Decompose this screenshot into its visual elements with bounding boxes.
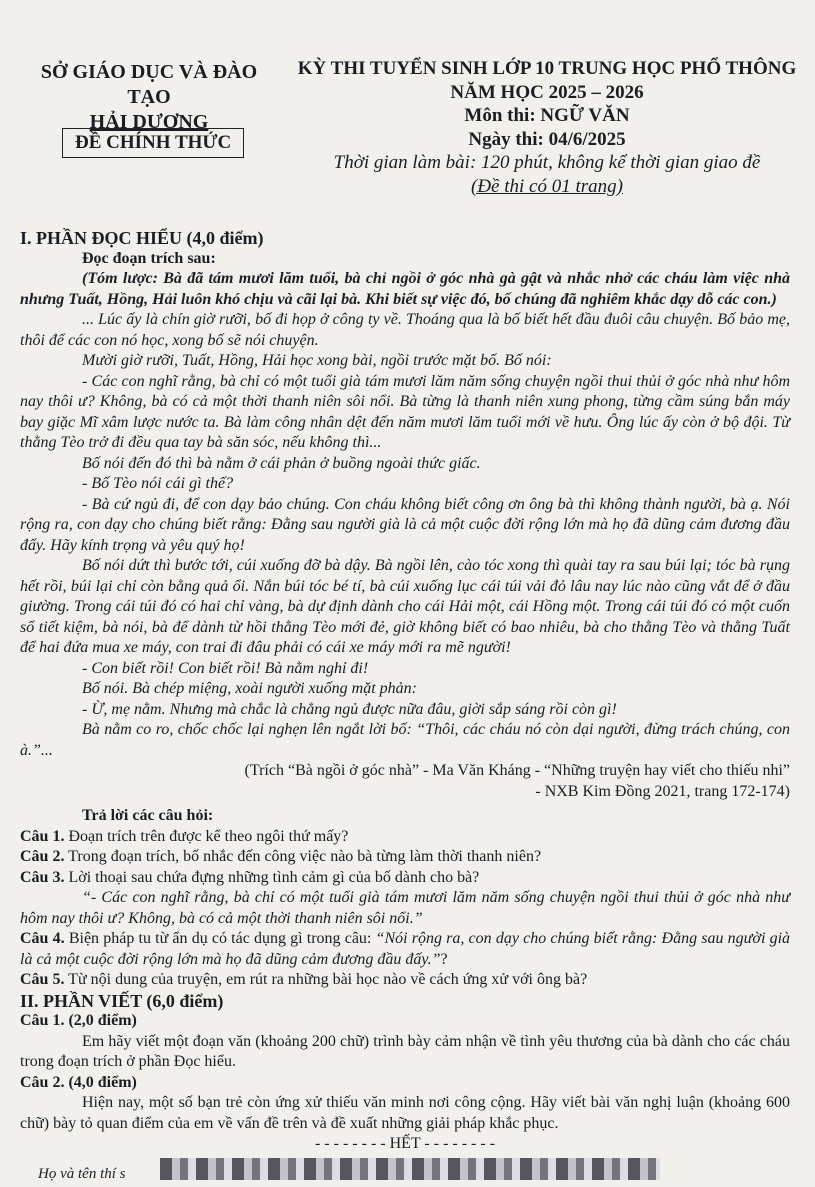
- story-paragraph: - Bà cứ ngủ đi, để con dạy bảo chúng. Con cháu không biết công ơn ông bà thì không thành người, bà ạ. Nói rộng ra, con dạy cho chúng biết rằng: Đằng sau người già là cả một cuộc đời rộng lớn mà họ đã dũng cảm đương đầu đấy. Hãy kính trọng và yêu quý họ!: [20, 495, 790, 554]
- question-4: Câu 4. Biện pháp tu từ ẩn dụ có tác dụng gì trong câu: “Nói rộng ra, con dạy cho chúng biết rằng: Đằng sau người già là cả một cuộc đời rộng lớn mà họ đã dũng cảm đương đầu đấy.”?: [20, 930, 791, 968]
- exam-duration: Thời gian làm bài: 120 phút, không kể thời gian giao đề: [333, 152, 761, 173]
- story-paragraph: ... Lúc ấy là chín giờ rưỡi, bố đi họp ở công ty về. Thoáng qua là bố biết hết đầu đuôi câu chuyện. Bố bảo mẹ, thôi để các con nó học, xong bố sẽ nói chuyện.: [20, 311, 790, 349]
- story-paragraph: - Các con nghĩ rằng, bà chỉ có một tuổi già tám mươi lăm năm sống chuyện ngồi thui thủi ở góc nhà như hôm nay thôi ư? Không, bà có cả một thời thanh niên sôi nổi. Bà từng là thanh niên xung phong, từng cầm súng bắn máy bay giặc Mĩ xâm lược nước ta. Bà làm công nhân dệt đến năm mươi lăm tuổi mới về hưu. Ông lúc ấy còn ở bộ đội. Từ thằng Tèo trở đi đều qua tay bà săn sóc, nếu không thì...: [20, 372, 790, 451]
- redacted-area: [160, 1158, 660, 1180]
- question-3-quote: “- Các con nghĩ rằng, bà chỉ có một tuổi già tám mươi lăm năm sống chuyện ngồi thui thủi ở góc nhà như hôm nay thôi ư? Không, bà có cả một thời thanh niên sôi nổi.”: [20, 889, 790, 927]
- reading-instruction: Đọc đoạn trích sau:: [82, 249, 216, 267]
- story-paragraph: - Con biết rồi! Con biết rồi! Bà nằm nghỉ đi!: [82, 659, 369, 677]
- question-1: Câu 1. Đoạn trích trên được kể theo ngôi thứ mấy?: [20, 827, 349, 845]
- story-paragraph: - Bố Tèo nói cái gì thế?: [82, 475, 234, 492]
- story-paragraph: - Ừ, mẹ nằm. Nhưng mà chắc là chẳng ngủ được nữa đâu, giời sắp sáng rồi còn gì!: [82, 700, 617, 718]
- exam-date: Ngày thi: 04/6/2025: [468, 128, 626, 150]
- school-year: NĂM HỌC 2025 – 2026: [450, 81, 644, 103]
- story-paragraph: Bố nói đến đó thì bà nằm ở cái phản ở buồng ngoài thức giấc.: [82, 454, 481, 472]
- writing-q1: Em hãy viết một đoạn văn (khoảng 200 chữ) trình bày cảm nhận về tình yêu thương của bà dành cho các cháu trong đoạn trích ở phần Đọc hiểu.: [20, 1032, 790, 1070]
- source-citation: (Trích “Bà ngồi ở góc nhà” - Ma Văn Kháng - “Những truyện hay viết cho thiếu nhi”: [244, 762, 790, 779]
- province-name: HẢI DƯƠNG: [89, 111, 209, 133]
- writing-q1-title: Câu 1. (2,0 điểm): [20, 1012, 137, 1029]
- exam-title: KỲ THI TUYỂN SINH LỚP 10 TRUNG HỌC PHỔ THÔNG: [297, 58, 797, 79]
- writing-q2-title: Câu 2. (4,0 điểm): [20, 1073, 137, 1091]
- writing-q2: Hiện nay, một số bạn trẻ còn ứng xử thiếu văn minh nơi công cộng. Hãy viết bài văn nghị luận (khoảng 600 chữ) bày tỏ quan điểm của em về vấn đề trên và đề xuất những giải pháp khắc phục.: [20, 1094, 790, 1132]
- exam-body: [20, 228, 790, 1155]
- source-publisher: - NXB Kim Đồng 2021, trang 172-174): [535, 782, 790, 800]
- end-mark: - - - - - - - - HẾT - - - - - - - -: [314, 1135, 496, 1152]
- part1-title: I. PHẦN ĐỌC HIỂU (4,0 điểm): [20, 228, 264, 248]
- story-paragraph: Bà nằm co ro, chốc chốc lại nghẹn lên ngắt lời bố: “Thôi, các cháu nó còn dại người, đừng trách chúng, con à.”...: [20, 721, 790, 759]
- official-stamp-box: ĐỀ CHÍNH THỨC: [62, 128, 244, 158]
- question-2: Câu 2. Trong đoạn trích, bố nhắc đến công việc nào bà từng làm thời thanh niên?: [20, 848, 542, 865]
- questions-title: Trả lời các câu hỏi:: [82, 807, 214, 824]
- page-count: (Đề thi có 01 trang): [471, 175, 623, 197]
- story-paragraph: Bố nói. Bà chép miệng, xoài người xuống mặt phản:: [82, 680, 417, 697]
- subject: Môn thi: NGỮ VĂN: [464, 105, 630, 126]
- story-paragraph: Bố nói dứt thì bước tới, cúi xuống đỡ bà dậy. Bà ngồi lên, cào tóc xong thì quài tay ra sau búi lại; tóc bà rụng hết rồi, búi lại chỉ còn bằng quả ổi. Nắn búi tóc bé tí, bà cúi xuống lục cái túi vải đỏ lâu nay lúc nào cũng vắt để ở đầu giường. Trong cái túi đó có hai chỉ vàng, bà dự định dành cho cái Hải một, cái Hồng một. Trong cái túi đó có một cuốn sổ tiết kiệm, bà nói, bà để dành từ hồi thằng Tèo mới đẻ, giờ không biết có bao nhiêu, bà cho thằng Tèo và thằng Tuất để hai đứa mua xe máy, con trai đi đâu phải có cái xe máy mới ra mẽ người!: [20, 557, 790, 656]
- question-5: Câu 5. Từ nội dung của truyện, em rút ra những bài học nào về cách ứng xử với ông bà?: [20, 971, 588, 988]
- department-block: [20, 60, 278, 135]
- story-summary: (Tóm lược: Bà đã tám mươi lăm tuổi, bà chỉ ngồi ở góc nhà gà gật và nhắc nhở các cháu làm việc nhà nhưng Tuất, Hồng, Hải luôn khó chịu và cãi lại bà. Khi biết sự việc đó, bố chúng đã nghiêm khắc dạy dỗ các con.): [20, 270, 790, 308]
- department-name: SỞ GIÁO DỤC VÀ ĐÀO TẠO: [40, 61, 258, 108]
- question-3: Câu 3. Lời thoại sau chứa đựng những tình cảm gì của bố dành cho bà?: [20, 868, 480, 886]
- exam-header: [292, 57, 802, 198]
- part2-title: II. PHẦN VIẾT (6,0 điểm): [20, 990, 224, 1011]
- candidate-name-label: Họ và tên thí s: [38, 1166, 126, 1182]
- story-paragraph: Mười giờ rưỡi, Tuất, Hồng, Hải học xong bài, ngồi trước mặt bố. Bố nói:: [82, 352, 552, 369]
